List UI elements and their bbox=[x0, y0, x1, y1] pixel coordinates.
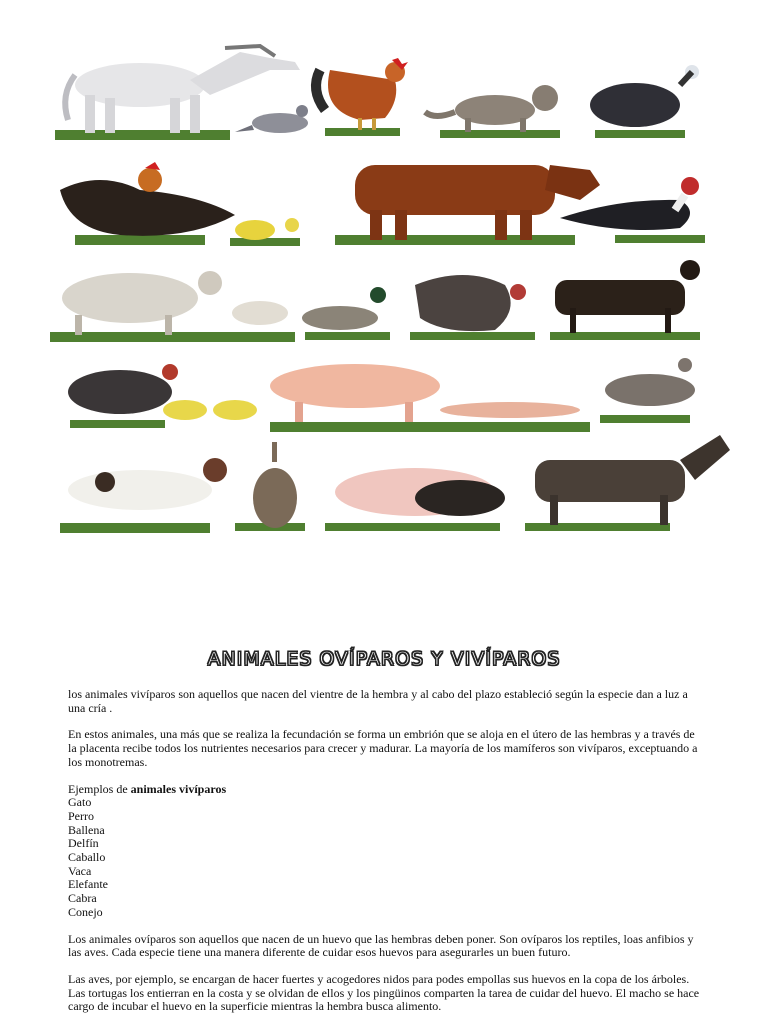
chicks-illustration bbox=[163, 400, 257, 420]
list-item: Delfín bbox=[68, 836, 99, 851]
duck-illustration bbox=[302, 287, 390, 340]
duckling-illustration bbox=[230, 218, 300, 246]
guinea-fowl-illustration bbox=[590, 65, 699, 138]
donkey-illustration bbox=[525, 435, 730, 531]
list-item: Vaca bbox=[68, 863, 92, 878]
chicken-illustration bbox=[68, 364, 178, 428]
cat-illustration bbox=[425, 85, 560, 138]
hen-illustration bbox=[60, 162, 235, 245]
examples-heading bbox=[68, 783, 700, 797]
farm-animals-svg bbox=[40, 40, 730, 550]
list-item: Cabra bbox=[68, 891, 97, 906]
cow-illustration bbox=[335, 165, 600, 245]
dog-illustration bbox=[60, 458, 227, 533]
list-item: Gato bbox=[68, 795, 92, 810]
paragraph-viviparos-definicion: los animales vivíparos son aquellos que nacen del vientre de la hembra y al cabo del plazo estableció según la especie dan a luz a una cría . bbox=[68, 687, 688, 715]
examples-list bbox=[68, 796, 700, 919]
examples-prefix: Ejemplos de bbox=[68, 781, 131, 796]
list-item: Elefante bbox=[68, 877, 108, 892]
goose-illustration bbox=[600, 358, 695, 423]
paragraph-aves: Las aves, por ejemplo, se encargan de hacer fuertes y acogedores nidos para podes empollas sus huevos en la copa de los árboles. Las tortugas los entierran en la costa y se olvidan de ellos y los pingüinos comparten la tarea de cuidar del huevo. El macho se hace cargo de incubar el huevo en la superficie mientras la hembra busca alimento. bbox=[68, 971, 700, 1014]
pigeon-illustration bbox=[235, 105, 308, 133]
examples-bold: animales vivíparos bbox=[130, 781, 227, 796]
list-item: Caballo bbox=[68, 850, 106, 865]
document-body bbox=[68, 688, 700, 1027]
list-item: Perro bbox=[68, 808, 94, 823]
farm-animals-illustration bbox=[40, 40, 730, 550]
rooster-illustration bbox=[316, 58, 408, 136]
list-item: Ballena bbox=[68, 822, 105, 837]
page-title: ANIMALES OVÍPAROS Y VIVÍPAROS bbox=[207, 648, 561, 670]
rabbit-illustration bbox=[235, 442, 305, 531]
list-item: Conejo bbox=[68, 904, 103, 919]
goat-illustration bbox=[550, 260, 700, 340]
spotted-pig-illustration bbox=[325, 468, 505, 531]
paragraph-oviparos: Los animales ovíparos son aquellos que nacen de un huevo que las hembras deben poner. Son ovíparos los reptiles, loas anfibios y las aves. Cada especie tiene una manera diferente de cuidar esos huevos para asegurarles un buen futuro. bbox=[68, 931, 694, 960]
paragraph-fecundacion: En estos animales, una más que se realiza la fecundación se forma un embrión que se aloja en el útero de las hembras y a través de la placenta recibe todos los nutrientes necesarios para crecer y madurar. La mayoría de los mamíferos son vivíparos, exceptuando a los monotremas. bbox=[68, 727, 698, 769]
turkey-illustration bbox=[410, 275, 535, 340]
pig-illustration bbox=[270, 364, 590, 432]
sheep-illustration bbox=[50, 271, 295, 342]
